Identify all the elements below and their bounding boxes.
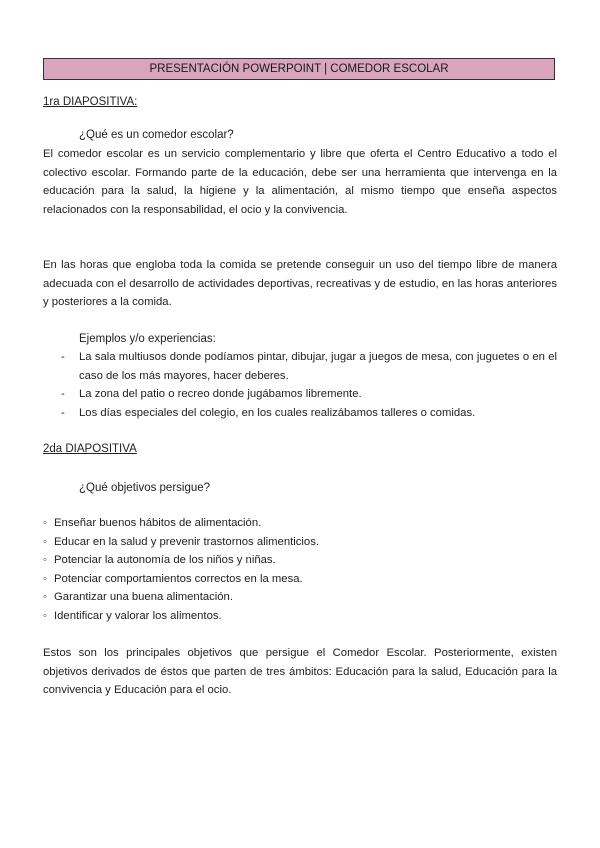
list-item: ◦ Identificar y valorar los alimentos. <box>43 607 557 626</box>
slide1-heading: 1ra DIAPOSITIVA: <box>43 96 138 108</box>
list-item: ◦ Potenciar la autonomía de los niños y niñas. <box>43 551 557 570</box>
dash-bullet: - <box>61 406 65 419</box>
slide1-paragraph-1: El comedor escolar es un servicio complementario y libre que oferta el Centro Educativo a todo el colectivo escolar. Formando parte de la educación, debe ser una herramienta que intervenga en la educación para la salud, la higiene y la alimentación, al mismo tiempo que enseña aspectos relacionados con la responsabilidad, el ocio y la convivencia. <box>43 148 557 216</box>
list-item: ◦ Enseñar buenos hábitos de alimentación. <box>43 514 557 533</box>
objectives-list <box>43 514 557 626</box>
circle-bullet-icon: ◦ <box>43 609 48 622</box>
circle-bullet-icon: ◦ <box>43 535 48 548</box>
circle-bullet-icon: ◦ <box>43 591 48 604</box>
list-item: ◦ Potenciar comportamientos correctos en la mesa. <box>43 570 557 589</box>
list-item: - La zona del patio o recreo donde jugábamos libremente. <box>43 385 557 404</box>
circle-bullet-icon: ◦ <box>43 517 48 529</box>
slide2-closing-paragraph: Estos son los principales objetivos que persigue el Comedor Escolar. Posteriormente, existen objetivos derivados de éstos que parten de tres ámbitos: Educación para la salud, Educación para la convivencia y Educación para el ocio. <box>43 647 557 697</box>
list-item: ◦ Garantizar una buena alimentación. <box>43 588 557 607</box>
slide2-heading: 2da DIAPOSITIVA <box>43 443 137 455</box>
examples-title: Ejemplos y/o experiencias: <box>79 333 216 345</box>
list-item: - La sala multiusos donde podíamos pintar, dibujar, jugar a juegos de mesa, con juguetes o en el caso de los más mayores, hacer deberes. <box>43 348 557 385</box>
slide2-question: ¿Qué objetivos persigue? <box>79 482 211 494</box>
list-item: - Los días especiales del colegio, en los cuales realizábamos talleres o comidas. <box>43 404 557 423</box>
circle-bullet-icon: ◦ <box>43 554 48 567</box>
slide1-question: ¿Qué es un comedor escolar? <box>79 129 234 141</box>
document-title: PRESENTACIÓN POWERPOINT | COMEDOR ESCOLAR <box>43 58 555 80</box>
slide1-paragraph-2: En las horas que engloba toda la comida se pretende conseguir un uso del tiempo libre de manera adecuada con el desarrollo de actividades deportivas, recreativas y de estudio, en las horas anteriores y posteriores a la comida. <box>43 259 557 309</box>
circle-bullet-icon: ◦ <box>43 572 48 585</box>
list-item: ◦ Educar en la salud y prevenir trastornos alimenticios. <box>43 533 557 552</box>
dash-bullet: - <box>61 388 65 401</box>
dash-bullet: - <box>61 351 65 363</box>
examples-list <box>43 348 557 422</box>
